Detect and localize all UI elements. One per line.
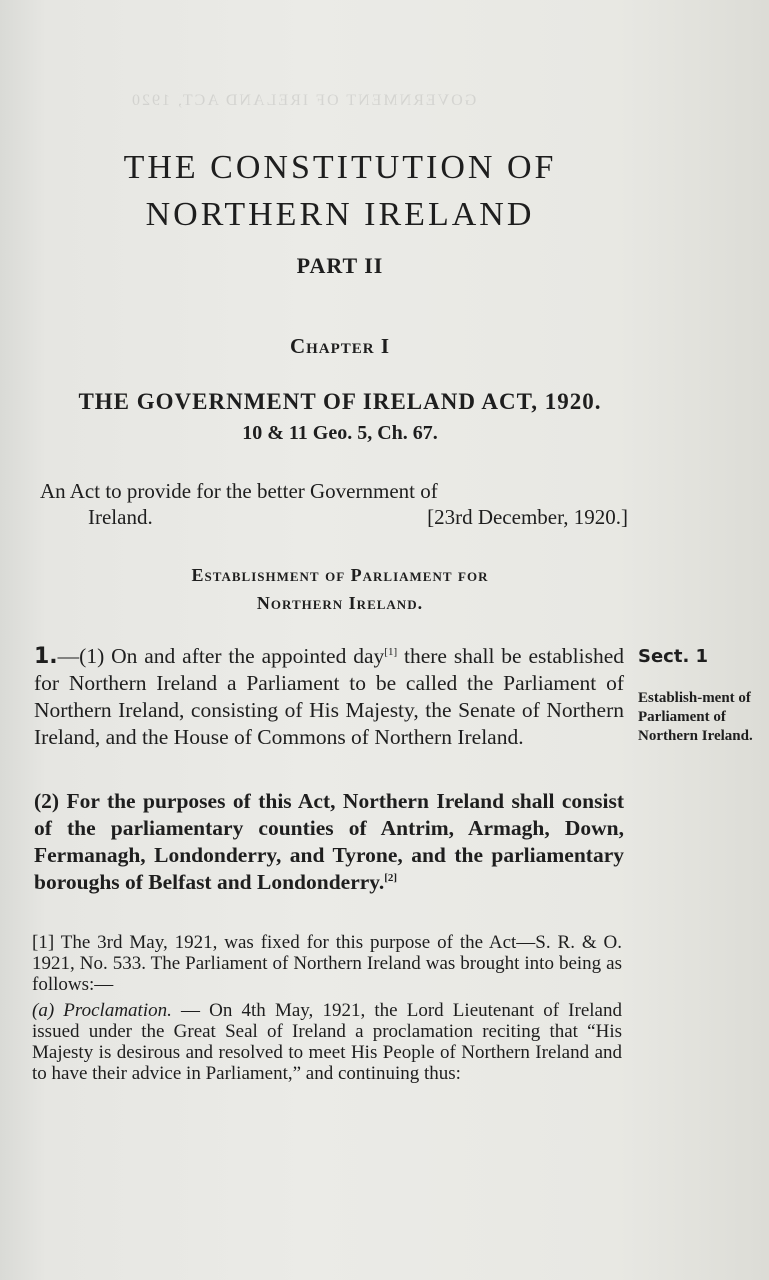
section-number: 1. — [34, 644, 58, 669]
section-1-subsection-2 — [34, 788, 624, 896]
long-title-text: An Act to provide for the better Government of — [40, 479, 438, 503]
footnote-ref-1: [1] — [384, 646, 398, 658]
long-title-date: [23rd December, 1920.] — [427, 505, 628, 529]
part-heading: PART II — [296, 253, 384, 278]
subsection-1-lead: —(1) On and after the appointed day — [57, 644, 385, 668]
section-1-subsection-1 — [34, 643, 624, 751]
section-heading-line-2: Northern Ireland. — [256, 593, 424, 613]
footnote-1-text: The 3rd May, 1921, was fixed for this purpose of the Act—S. R. & O. 1921, No. 533. The Parliament of Northern Ireland was brought into being as follows:— — [32, 932, 622, 995]
footnote-1-mark: [1] — [32, 932, 55, 953]
margin-note: Establish-ment of Parliament of Northern Ireland. — [638, 690, 753, 744]
footnote-a-label: (a) Proclamation. — [32, 1000, 172, 1021]
act-citation: 10 & 11 Geo. 5, Ch. 67. — [242, 422, 438, 444]
subsection-1-text: there shall be established for Northern Ireland a Parliament to be called the Parliament of Northern Ireland, consisting of His Majesty, the Senate of Northern Ireland, and the House of Commons of Northern Ireland. — [34, 644, 625, 749]
footnote-1 — [32, 932, 622, 995]
chapter-heading: Chapter I — [289, 334, 391, 358]
footnote-ref-2: [2] — [384, 872, 398, 884]
book-title-line-2: NORTHERN IRELAND — [145, 196, 535, 233]
act-title: THE GOVERNMENT OF IRELAND ACT, 1920. — [78, 389, 602, 414]
book-title-line-1: THE CONSTITUTION OF — [123, 149, 557, 186]
long-title-ireland: Ireland. — [88, 505, 153, 529]
long-title-line-2 — [88, 504, 628, 530]
margin-section-label: Sect. 1 — [638, 646, 709, 667]
long-title-line-1 — [40, 478, 628, 504]
footnote-a-text: — On 4th May, 1921, the Lord Lieutenant of Ireland issued under the Great Seal of Ireland a proclamation reciting that “His Majesty is desirous and resolved to meet His People of Northern Ireland and to have their advice in Parliament,” and continuing thus: — [32, 1000, 622, 1084]
show-through-header: GOVERNMENT OF IRELAND ACT, 1920 — [130, 92, 477, 109]
section-heading-line-1: Establishment of Parliament for — [191, 565, 489, 585]
subsection-2-text: (2) For the purposes of this Act, Northern Ireland shall consist of the parliamentary counties of Antrim, Armagh, Down, Fermanagh, Londonderry, and Tyrone, and the parliamentary boroughs of Belfast and Londonderry. — [34, 789, 624, 894]
footnote-a — [32, 1000, 622, 1084]
